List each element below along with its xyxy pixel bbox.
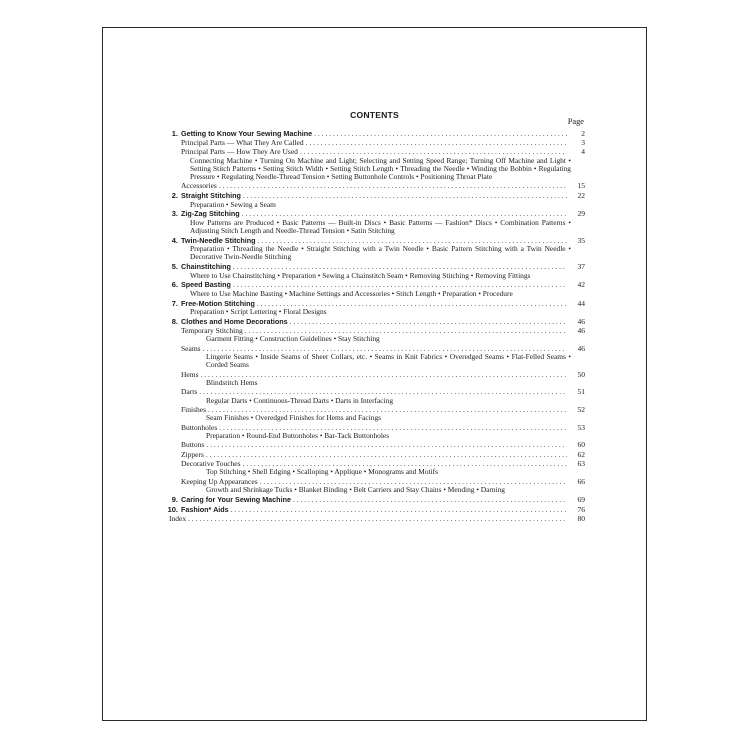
- entry-label: Buttonholes: [181, 422, 218, 432]
- entry-label: Clothes and Home Decorations: [181, 316, 288, 326]
- page-number: 60: [577, 440, 585, 450]
- entry-label: Principal Parts — How They Are Used: [181, 147, 298, 157]
- toc-description: Preparation • Threading the Needle • Straight Stitching with a Twin Needle • Basic Pattern Stitching with a Twin Needle • Decorative Twin-Needle Stitching: [190, 244, 571, 262]
- page-number: 44: [577, 298, 585, 308]
- page-number: 15: [577, 181, 585, 191]
- table-of-contents: [167, 128, 585, 523]
- toc-description: How Patterns are Produced • Basic Patterns — Built-in Discs • Basic Patterns — Fashion* Discs • Combination Patterns • Adjusting Stitch Length and Needle-Thread Tension • Satin Stitching: [190, 217, 571, 236]
- page-number: 76: [577, 504, 585, 514]
- toc-description: Where to Use Chainstitching • Preparation • Sewing a Chainstitch Seam • Removing Stitching • Removing Fittings: [190, 270, 531, 280]
- page-number: 50: [577, 369, 585, 379]
- page-number: 42: [577, 280, 585, 290]
- toc-description: Growth and Shrinkage Tucks • Blanket Binding • Belt Carriers and Stay Chains • Mending • Darning: [206, 484, 505, 494]
- chapter-number: 6.: [171, 280, 178, 290]
- page-number: 4: [581, 147, 585, 157]
- toc-description: Blindstitch Hems: [206, 377, 258, 387]
- document-page: [102, 27, 647, 721]
- toc-description: Where to Use Machine Basting • Machine Settings and Accessories • Stitch Length • Preparation • Procedure: [190, 288, 513, 298]
- entry-label: Finishes: [181, 404, 207, 414]
- chapter-number: 9.: [171, 494, 178, 504]
- page-number: 29: [577, 209, 585, 219]
- entry-label: Index: [169, 513, 187, 523]
- entry-label: Caring for Your Sewing Machine: [181, 494, 291, 504]
- entry-label: Principal Parts — What They Are Called: [181, 137, 304, 147]
- chapter-number: 10.: [167, 504, 178, 514]
- page-number: 46: [577, 326, 585, 336]
- dot-leader: [290, 317, 567, 326]
- chapter-number: 7.: [171, 298, 178, 308]
- toc-description: Connecting Machine • Turning On Machine and Light; Selecting and Setting Speed Range; Turning Off Machine and Light • Setting Stitch Patterns • Setting Stitch Width • Setting Stitch Length • Threading the Needle • Winding the Bobbin • Regulating Pressure • Regulating Needle-Thread Tension • Setting Buttonhole Controls • Positioning Throat Plate: [190, 155, 571, 182]
- chapter-number: 1.: [171, 128, 178, 138]
- page-number: 51: [577, 387, 585, 397]
- toc-description: Garment Fitting • Construction Guidelines • Stay Stitching: [206, 334, 380, 344]
- toc-chapter-row: [167, 317, 585, 326]
- page-number: 66: [577, 476, 585, 486]
- entry-label: Keeping Up Appearances: [181, 476, 258, 486]
- page-number: 46: [577, 316, 585, 326]
- page-number: 53: [577, 422, 585, 432]
- entry-label: Darts: [181, 387, 198, 397]
- chapter-number: 4.: [171, 235, 178, 245]
- toc-section-row: [167, 138, 585, 147]
- entry-label: Twin-Needle Stitching: [181, 235, 256, 245]
- page-number: 80: [577, 513, 585, 523]
- entry-label: Accessories: [181, 181, 217, 191]
- toc-section-row: [167, 181, 585, 190]
- toc-chapter-row: [167, 505, 585, 514]
- dot-leader: [206, 450, 567, 459]
- entry-label: Zippers: [181, 449, 204, 459]
- dot-leader: [188, 514, 567, 523]
- entry-label: Speed Basting: [181, 280, 231, 290]
- entry-label: Temporary Stitching: [181, 326, 243, 336]
- entry-label: Hems: [181, 369, 199, 379]
- toc-description: Top Stitching • Shell Edging • Scalloping • Applique • Monograms and Motifs: [206, 467, 438, 477]
- page-number: 52: [577, 404, 585, 414]
- toc-chapter-row: [167, 495, 585, 504]
- toc-section-row: [167, 440, 585, 449]
- toc-description: Lingerie Seams • Inside Seams of Sheer Collars, etc. • Seams in Knit Fabrics • Overedged Seams • Flat-Felled Seams • Corded Seams: [206, 352, 571, 370]
- toc-chapter-row: [167, 129, 585, 138]
- entry-label: Buttons: [181, 440, 205, 450]
- dot-leader: [206, 440, 567, 449]
- dot-leader: [306, 138, 567, 147]
- toc-description: Regular Darts • Continuous-Thread Darts • Darts in Interfacing: [206, 395, 394, 405]
- dot-leader: [231, 505, 567, 514]
- entry-label: Free-Motion Stitching: [181, 298, 255, 308]
- toc-section-row: [167, 450, 585, 459]
- page-title: CONTENTS: [350, 110, 399, 120]
- page-number: 3: [581, 137, 585, 147]
- entry-label: Getting to Know Your Sewing Machine: [181, 128, 313, 138]
- chapter-number: 2.: [171, 191, 178, 201]
- page-number: 63: [577, 458, 585, 468]
- page-number: 62: [577, 449, 585, 459]
- toc-index-row: [167, 514, 585, 523]
- page-number: 22: [577, 191, 585, 201]
- entry-label: Decorative Touches: [181, 458, 241, 468]
- entry-label: Zig-Zag Stitching: [181, 209, 240, 219]
- entry-label: Chainstitching: [181, 262, 231, 272]
- page-column-header: Page: [567, 117, 584, 126]
- entry-label: Straight Stitching: [181, 191, 241, 201]
- dot-leader: [314, 129, 567, 138]
- page-number: 2: [581, 128, 585, 138]
- page-number: 35: [577, 235, 585, 245]
- chapter-number: 8.: [171, 316, 178, 326]
- toc-description: Preparation • Script Lettering • Floral Designs: [190, 306, 327, 316]
- dot-leader: [293, 495, 567, 504]
- page-number: 46: [577, 343, 585, 353]
- toc-description: Preparation • Round-End Buttonholes • Bar-Tack Buttonholes: [206, 430, 390, 440]
- dot-leader: [219, 181, 567, 190]
- entry-label: Seams: [181, 343, 201, 353]
- toc-description: Preparation • Sewing a Seam: [190, 199, 276, 209]
- entry-label: Fashion* Aids: [181, 504, 229, 514]
- chapter-number: 5.: [171, 262, 178, 272]
- page-number: 69: [577, 494, 585, 504]
- page-number: 37: [577, 262, 585, 272]
- dot-leader: [243, 191, 567, 200]
- chapter-number: 3.: [171, 209, 178, 219]
- toc-description: Seam Finishes • Overedged Finishes for Hems and Facings: [206, 413, 382, 423]
